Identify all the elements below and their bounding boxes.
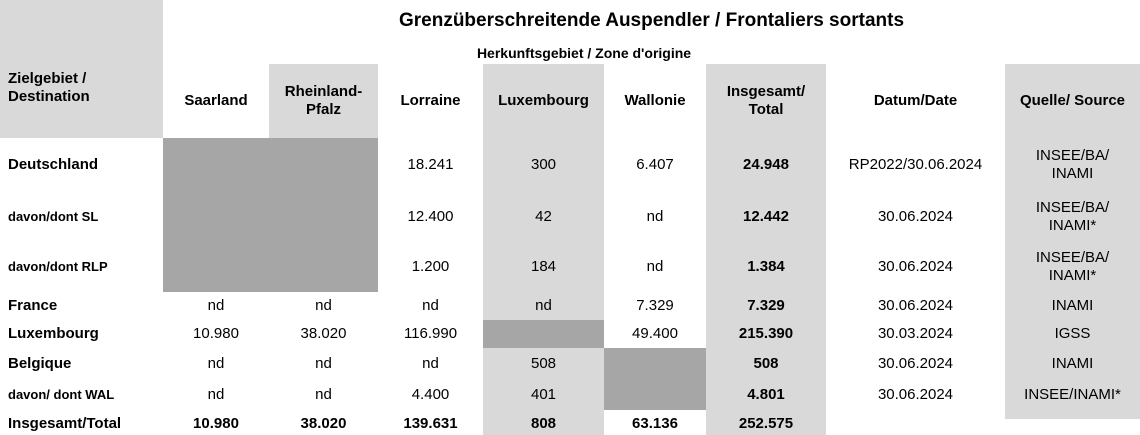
row-label-deutschland: Deutschland [8, 156, 99, 173]
cell-fr-total: 7.329 [747, 297, 785, 314]
cell-be-luxembourg: 508 [530, 354, 557, 372]
cell-lu-date: 30.03.2024 [877, 325, 954, 342]
empty-cell-bel-wallonie [604, 348, 706, 410]
cell-de-wallonie: 6.407 [636, 156, 674, 173]
col-header-source: Quelle/ Source [1019, 92, 1126, 109]
row-label-total: Insgesamt/Total [8, 414, 122, 432]
col-header-saarland: Saarland [184, 92, 248, 109]
cell-rlp-luxembourg: 184 [530, 258, 557, 275]
empty-cell-germany-block [163, 138, 378, 292]
cell-lu-lorraine: 116.990 [403, 325, 458, 342]
cell-de-date: RP2022/30.06.2024 [848, 156, 983, 173]
cell-wal-total: 4.801 [747, 385, 785, 403]
cell-wal-luxembourg: 401 [530, 385, 557, 403]
cell-fr-rlp: nd [315, 297, 332, 314]
col-header-rlp: Rheinland-Pfalz [284, 83, 363, 118]
cell-total-total: 252.575 [738, 414, 794, 432]
col-header-total: Insgesamt/ Total [726, 83, 806, 118]
cell-wal-rlp: nd [315, 385, 332, 403]
cell-rlp-date: 30.06.2024 [877, 258, 954, 275]
row-header-label: Zielgebiet / Destination [8, 70, 90, 105]
cell-wal-lorraine: 4.400 [411, 385, 450, 403]
cell-be-lorraine: nd [422, 354, 439, 372]
table-title: Grenzüberschreitende Auspendler / Frontaliers sortants [398, 10, 905, 31]
col-header-date: Datum/Date [873, 92, 958, 109]
cell-be-source: INAMI [1051, 354, 1094, 372]
cell-fr-wallonie: 7.329 [636, 297, 674, 314]
cell-sl-date: 30.06.2024 [877, 208, 954, 225]
cell-lu-wallonie: 49.400 [632, 325, 678, 342]
cell-wal-date: 30.06.2024 [877, 385, 954, 403]
cell-de-source: INSEE/BA/ INAMI [1035, 147, 1110, 182]
cell-be-saarland: nd [207, 354, 225, 372]
cell-be-date: 30.06.2024 [877, 354, 954, 372]
cell-de-total: 24.948 [743, 156, 789, 173]
col-header-luxembourg: Luxembourg [498, 92, 589, 109]
cell-rlp-total: 1.384 [747, 258, 785, 275]
cell-fr-date: 30.06.2024 [877, 297, 954, 314]
cell-total-luxembourg: 808 [530, 414, 557, 432]
row-label-davon-sl: davon/dont SL [8, 209, 99, 224]
row-label-davon-wal: davon/ dont WAL [8, 386, 115, 402]
empty-cell-lux-lux [483, 320, 604, 348]
cell-rlp-source: INSEE/BA/ INAMI* [1035, 249, 1110, 284]
cell-fr-saarland: nd [207, 297, 225, 314]
cell-fr-luxembourg: nd [535, 297, 552, 314]
row-label-luxembourg: Luxembourg [8, 325, 99, 342]
cell-sl-source: INSEE/BA/ INAMI* [1035, 199, 1110, 234]
row-label-france: France [8, 297, 58, 314]
cell-total-saarland: 10.980 [193, 414, 239, 432]
cell-de-luxembourg: 300 [530, 156, 557, 173]
cell-be-rlp: nd [315, 354, 332, 372]
cell-rlp-lorraine: 1.200 [411, 258, 450, 275]
cell-fr-lorraine: nd [422, 297, 439, 314]
cell-lu-source: IGSS [1054, 325, 1091, 342]
cell-rlp-wallonie: nd [646, 258, 664, 275]
cell-total-lorraine: 139.631 [403, 414, 458, 432]
col-header-wallonie: Wallonie [624, 92, 686, 109]
cell-wal-saarland: nd [207, 385, 225, 403]
row-label-davon-rlp: davon/dont RLP [8, 259, 108, 274]
cell-fr-source: INAMI [1051, 297, 1094, 314]
cell-wal-source: INSEE/INAMI* [1024, 385, 1121, 403]
cell-lu-saarland: 10.980 [193, 325, 239, 342]
cell-sl-lorraine: 12.400 [407, 208, 454, 225]
cell-be-total: 508 [753, 354, 779, 372]
cell-sl-total: 12.442 [743, 208, 789, 225]
table-subtitle: Herkunftsgebiet / Zone d'origine [476, 45, 692, 61]
row-label-belgique: Belgique [8, 354, 72, 372]
cell-sl-luxembourg: 42 [535, 208, 552, 225]
cell-lu-rlp: 38.020 [300, 325, 347, 342]
cell-total-rlp: 38.020 [300, 414, 347, 432]
cell-total-wallonie: 63.136 [632, 414, 678, 432]
cell-lu-total: 215.390 [738, 325, 794, 342]
cell-sl-wallonie: nd [646, 208, 664, 225]
cell-de-lorraine: 18.241 [407, 156, 454, 173]
col-header-lorraine: Lorraine [400, 92, 461, 109]
